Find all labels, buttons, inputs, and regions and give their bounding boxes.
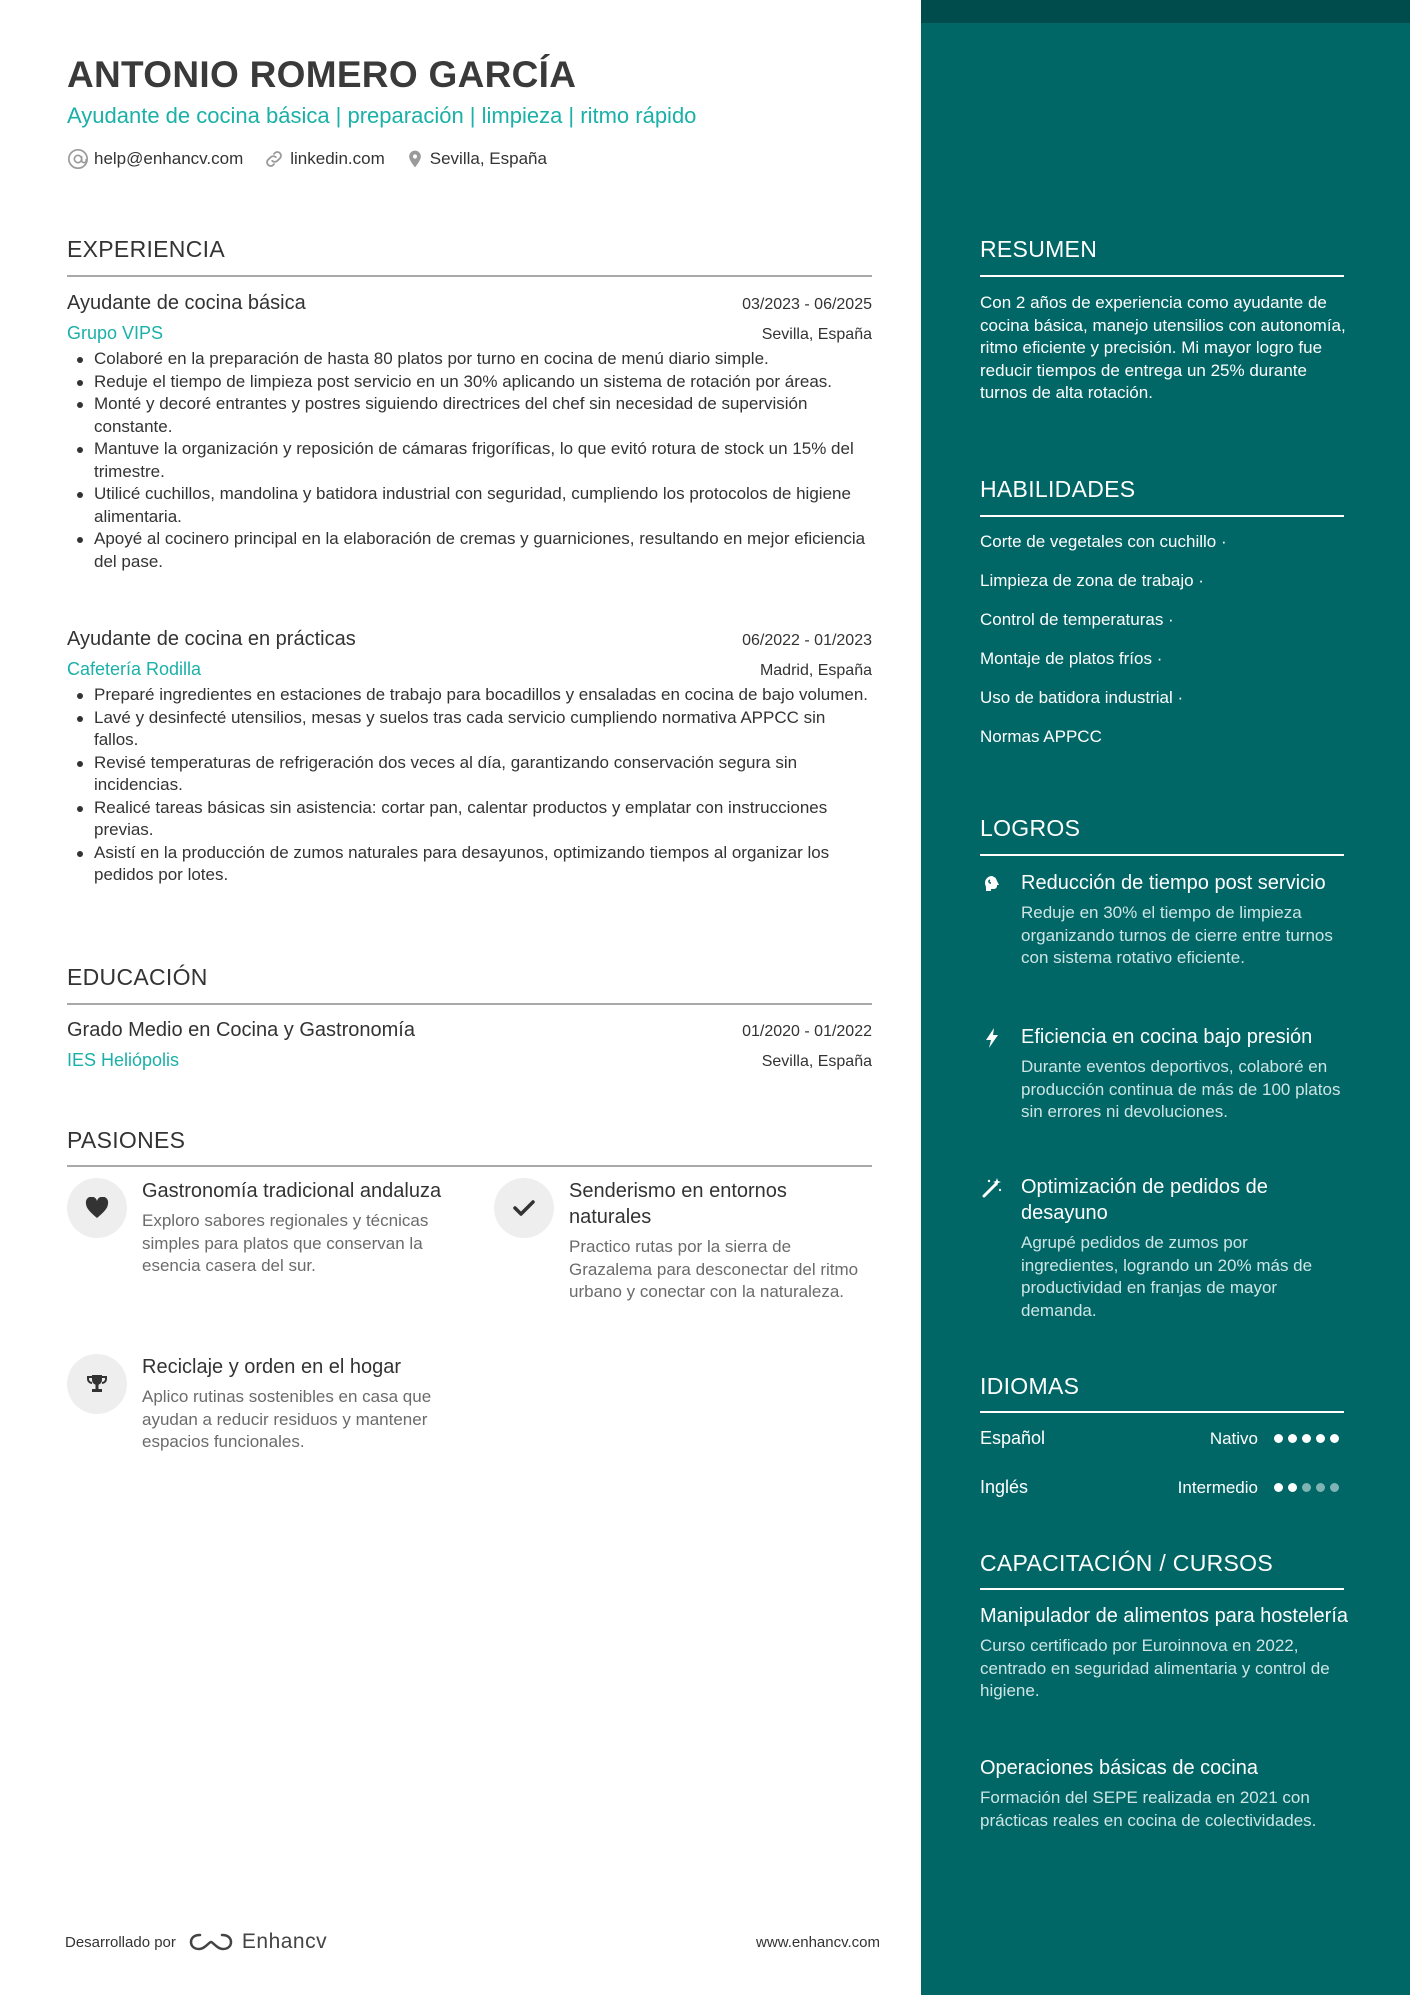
summary-text: Con 2 años de experiencia como ayudante de cocina básica, manejo utensilios con autonomía, ritmo eficiente y precisión. Mi mayor logro fue reducir tiempos de entrega un 25% durante turnos de alta rotación. — [980, 293, 1346, 402]
skill-item: Normas APPCC — [980, 727, 1102, 746]
magic-wand-icon — [980, 1176, 1004, 1200]
proficiency-dot-filled — [1316, 1434, 1325, 1443]
candidate-name: ANTONIO ROMERO GARCÍA — [67, 54, 577, 95]
achievement-title: Optimización de pedidos de desayuno — [1021, 1176, 1268, 1224]
skill-item: Corte de vegetales con cuchillo · — [980, 532, 1227, 551]
check-icon — [494, 1178, 554, 1238]
languages-divider — [980, 1411, 1344, 1413]
link-icon — [263, 148, 285, 170]
job-company: Cafetería Rodilla — [67, 659, 202, 679]
language-row — [980, 1428, 1344, 1449]
achievement-title: Reducción de tiempo post servicio — [1021, 872, 1326, 894]
summary-divider — [980, 275, 1344, 277]
proficiency-dots — [1274, 1434, 1344, 1443]
proficiency-dots — [1274, 1483, 1344, 1492]
bullet-item: Reduje el tiempo de limpieza post servicio en un 30% aplicando un sistema de rotación por áreas. — [67, 371, 872, 394]
sidebar-top-bar — [921, 0, 1410, 23]
passion-title: Gastronomía tradicional andaluza — [142, 1180, 442, 1202]
bullet-item: Lavé y desinfecté utensilios, mesas y suelos tras cada servicio cumpliendo normativa APPCC sin fallos. — [67, 707, 872, 752]
language-name: Inglés — [980, 1477, 1029, 1497]
skill-item: Limpieza de zona de trabajo · — [980, 571, 1204, 590]
course-desc: Curso certificado por Euroinnova en 2022, centrado en seguridad alimentaria y control de higiene. — [980, 1636, 1330, 1700]
contact-linkedin[interactable] — [263, 148, 385, 170]
language-level: Intermedio — [1177, 1477, 1258, 1497]
skills-divider — [980, 515, 1344, 517]
achievement-title: Eficiencia en cocina bajo presión — [1021, 1026, 1313, 1048]
heart-icon — [67, 1178, 127, 1238]
job-location: Madrid, España — [759, 662, 872, 679]
achievements-divider — [980, 854, 1344, 856]
proficiency-dot-filled — [1288, 1434, 1297, 1443]
achievement-desc: Agrupé pedidos de zumos por ingredientes, logrando un 20% más de productividad en franjas de mayor demanda. — [1021, 1233, 1313, 1320]
contact-bar — [67, 148, 567, 170]
languages-heading: IDIOMAS — [980, 1373, 1080, 1399]
degree: Grado Medio en Cocina y Gastronomía — [67, 1019, 415, 1041]
bullet-item: Apoyé al cocinero principal en la elaboración de cremas y guarniciones, resultando en mejor eficiencia del pase. — [67, 528, 872, 573]
education-entry — [67, 1019, 872, 1071]
achievement-desc: Reduje en 30% el tiempo de limpieza organizando turnos de cierre entre turnos con sistema rotativo eficiente. — [1021, 903, 1333, 967]
school: IES Heliópolis — [67, 1050, 180, 1070]
passions-divider — [67, 1165, 872, 1167]
summary-heading: RESUMEN — [980, 236, 1098, 262]
courses-heading: CAPACITACIÓN / CURSOS — [980, 1550, 1273, 1576]
powered-by-text: Desarrollado por — [65, 1933, 176, 1951]
proficiency-dot-filled — [1302, 1434, 1311, 1443]
enhancv-logo-icon — [188, 1930, 234, 1954]
bullet-item: Monté y decoré entrantes y postres siguiendo directrices del chef sin necesidad de supervisión constante. — [67, 393, 872, 438]
job-role: Ayudante de cocina en prácticas — [67, 628, 356, 650]
brain-icon — [980, 872, 1004, 896]
course-title: Operaciones básicas de cocina — [980, 1757, 1258, 1779]
job-dates: 03/2023 - 06/2025 — [742, 296, 872, 313]
proficiency-dot-empty — [1302, 1483, 1311, 1492]
passion-item — [494, 1178, 874, 1338]
at-icon — [67, 148, 89, 170]
skills-heading: HABILIDADES — [980, 476, 1136, 502]
candidate-title: Ayudante de cocina básica | preparación | limpieza | ritmo rápido — [67, 103, 697, 128]
bullet-item: Mantuve la organización y reposición de cámaras frigoríficas, lo que evitó rotura de stock un 15% del trimestre. — [67, 438, 872, 483]
proficiency-dot-filled — [1274, 1434, 1283, 1443]
education-divider — [67, 1003, 872, 1005]
job-bullets — [67, 348, 872, 573]
job-entry — [67, 292, 872, 573]
passion-desc: Practico rutas por la sierra de Grazalema para desconectar del ritmo urbano y conectar con la naturaleza. — [569, 1237, 859, 1301]
job-bullets — [67, 684, 872, 887]
course-title: Manipulador de alimentos para hostelería — [980, 1605, 1348, 1627]
location-text: Sevilla, España — [429, 149, 547, 168]
contact-email[interactable] — [67, 148, 243, 170]
passion-title: Senderismo en entornos naturales — [569, 1180, 787, 1228]
education-dates: 01/2020 - 01/2022 — [742, 1023, 872, 1040]
location-pin-icon — [405, 148, 425, 170]
course-item — [980, 1603, 1348, 1703]
passion-desc: Exploro sabores regionales y técnicas simples para platos que conservan la esencia casera del sur. — [142, 1211, 429, 1275]
passion-title: Reciclaje y orden en el hogar — [142, 1356, 402, 1378]
course-desc: Formación del SEPE realizada en 2021 con prácticas reales en cocina de colectividades. — [980, 1788, 1317, 1830]
skill-item: Uso de batidora industrial · — [980, 688, 1184, 707]
job-location: Sevilla, España — [761, 326, 872, 343]
language-row — [980, 1477, 1344, 1498]
brand-name: Enhancv — [241, 1930, 328, 1953]
bullet-item: Asistí en la producción de zumos naturales para desayunos, optimizando tiempos al organizar los pedidos por lotes. — [67, 842, 872, 887]
footer — [65, 1930, 880, 1954]
email-text: help@enhancv.com — [94, 149, 244, 168]
sidebar — [921, 0, 1410, 1995]
skill-item: Montaje de platos fríos · — [980, 649, 1163, 668]
footer-url[interactable]: www.enhancv.com — [756, 1933, 880, 1951]
job-dates: 06/2022 - 01/2023 — [742, 632, 872, 649]
bullet-item: Preparé ingredientes en estaciones de trabajo para bocadillos y ensaladas en cocina de bajo volumen. — [67, 684, 872, 707]
language-name: Español — [980, 1428, 1046, 1448]
contact-location — [405, 148, 547, 170]
lightning-icon — [980, 1026, 1004, 1050]
brand-logo[interactable] — [188, 1930, 327, 1954]
passion-item — [67, 1354, 447, 1474]
passions-heading: PASIONES — [67, 1127, 186, 1153]
proficiency-dot-empty — [1330, 1483, 1339, 1492]
proficiency-dot-filled — [1288, 1483, 1297, 1492]
achievement-desc: Durante eventos deportivos, colaboré en producción continua de más de 100 platos sin errores ni devoluciones. — [1021, 1057, 1341, 1121]
education-location: Sevilla, España — [761, 1053, 872, 1070]
skill-item: Control de temperaturas · — [980, 610, 1174, 629]
achievements-heading: LOGROS — [980, 815, 1081, 841]
job-company: Grupo VIPS — [67, 323, 164, 343]
education-heading: EDUCACIÓN — [67, 964, 208, 990]
experience-heading: EXPERIENCIA — [67, 236, 225, 262]
bullet-item: Colaboré en la preparación de hasta 80 platos por turno en cocina de menú diario simple. — [67, 348, 872, 371]
passion-desc: Aplico rutinas sostenibles en casa que ayudan a reducir residuos y mantener espacios funcionales. — [142, 1387, 432, 1451]
language-level: Nativo — [1209, 1428, 1258, 1448]
job-role: Ayudante de cocina básica — [67, 292, 306, 314]
proficiency-dot-empty — [1316, 1483, 1325, 1492]
job-entry — [67, 628, 872, 887]
linkedin-text: linkedin.com — [290, 149, 385, 168]
proficiency-dot-filled — [1274, 1483, 1283, 1492]
experience-divider — [67, 275, 872, 277]
course-item — [980, 1755, 1348, 1832]
bullet-item: Realicé tareas básicas sin asistencia: cortar pan, calentar productos y emplatar con instrucciones previas. — [67, 797, 872, 842]
courses-divider — [980, 1588, 1344, 1590]
trophy-icon — [67, 1354, 127, 1414]
bullet-item: Utilicé cuchillos, mandolina y batidora industrial con seguridad, cumpliendo los protocolos de higiene alimentaria. — [67, 483, 872, 528]
bullet-item: Revisé temperaturas de refrigeración dos veces al día, garantizando conservación segura sin incidencias. — [67, 752, 872, 797]
passion-item — [67, 1178, 447, 1338]
proficiency-dot-filled — [1330, 1434, 1339, 1443]
